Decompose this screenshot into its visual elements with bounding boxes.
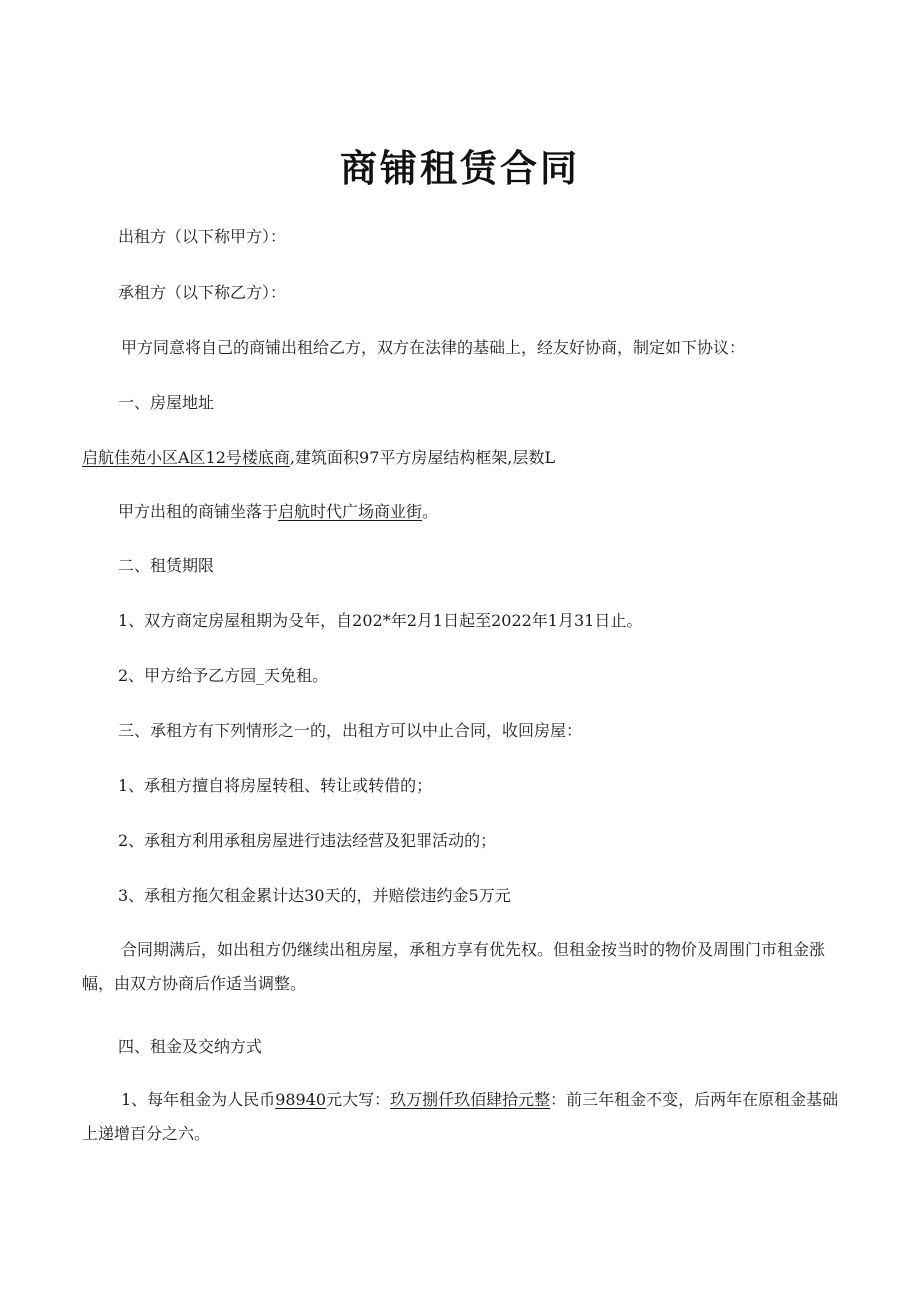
section4-heading: 四、租金及交纳方式	[118, 1037, 263, 1056]
section3-item-1: 1、承租方擅自将房屋转租、转让或转借的；	[118, 776, 433, 795]
address-details: ,建筑面积97平方房屋结构框架,层数L	[289, 448, 556, 467]
section3-item-3: 3、承租方拖欠租金累计达30天的，并赔偿违约金5万元	[118, 886, 511, 905]
rent-mid: 元大写：	[326, 1090, 391, 1109]
location-line	[118, 501, 438, 523]
renewal-paragraph: 合同期满后，如出租方仍继续出租房屋，承租方享有优先权。但租金按当时的物价及周围门市租金涨幅，由双方协商后作适当调整。	[82, 940, 826, 993]
section3-heading: 三、承租方有下列情形之一的，出租方可以中止合同，收回房屋：	[118, 721, 583, 740]
intro-paragraph: 甲方同意将自己的商铺出租给乙方，双方在法律的基础上，经友好协商，制定如下协议：	[121, 338, 746, 357]
rent-amount-words: 玖万捌仟玖佰肆拾元整	[390, 1090, 551, 1109]
document-title: 商铺租赁合同	[340, 147, 580, 190]
section2-heading: 二、租赁期限	[118, 556, 215, 575]
address-underlined: 启航佳苑小区A区12号楼底商	[82, 448, 290, 467]
lessor-line: 出租方（以下称甲方）：	[118, 227, 287, 246]
location-underlined: 启航时代广场商业街	[278, 502, 423, 521]
rent-amount: 98940	[275, 1090, 327, 1109]
rent-paragraph	[82, 1083, 842, 1151]
location-prefix: 甲方出租的商铺坐落于	[118, 502, 279, 521]
rent-suffix: ：前三年租金不变，后两年在原租金基础上递增百分之六。	[82, 1090, 839, 1143]
section1-heading: 一、房屋地址	[118, 393, 215, 412]
location-suffix: 。	[422, 502, 439, 521]
lessee-line: 承租方（以下称乙方）：	[118, 283, 287, 302]
section2-item-2: 2、甲方给予乙方园_天免租。	[118, 666, 329, 685]
address-line	[82, 447, 555, 469]
rent-prefix: 1、每年租金为人民币	[121, 1090, 276, 1109]
section2-item-1: 1、双方商定房屋租期为殳年，自202*年2月1日起至2022年1月31日止。	[118, 611, 643, 630]
section3-item-2: 2、承租方利用承租房屋进行违法经营及犯罪活动的；	[118, 831, 497, 850]
